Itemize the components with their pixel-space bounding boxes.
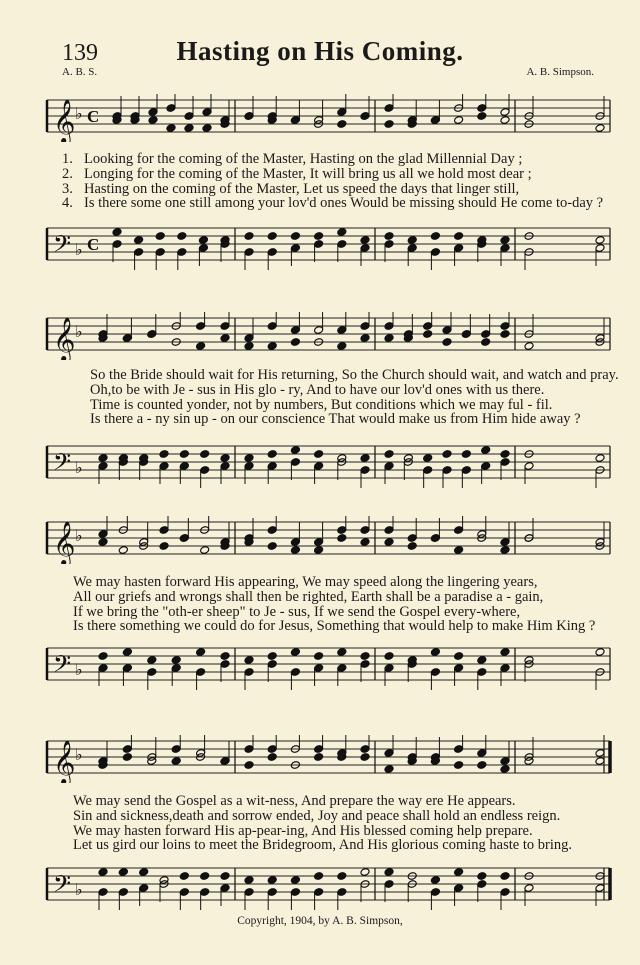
note-head: [244, 761, 254, 770]
note-head: [171, 757, 181, 766]
note-head: [166, 124, 176, 133]
flat-icon: ♭: [75, 458, 83, 477]
note-head: [155, 232, 165, 241]
note-head: [481, 446, 491, 455]
note-head: [442, 338, 452, 347]
copyright-notice: Copyright, 1904, by A. B. Simpson,: [237, 915, 403, 927]
note-head: [423, 330, 433, 339]
note-head: [500, 450, 510, 459]
note-head: [360, 753, 370, 762]
note-head: [430, 232, 440, 241]
lyric-line: We may hasten forward His ap-pear-ing, And His blessed coming help prepare.: [73, 822, 533, 839]
bass-staff-4: [45, 862, 612, 910]
note-head: [454, 761, 464, 770]
note-head: [196, 648, 206, 657]
treble-staff-3: [45, 516, 612, 564]
time-signature: C: [87, 107, 100, 126]
note-head: [196, 342, 206, 351]
note-head: [98, 868, 108, 877]
note-head: [290, 338, 300, 347]
note-head: [500, 765, 510, 774]
note-head: [179, 450, 189, 459]
bass-staff-1: [45, 222, 612, 270]
note-head: [481, 338, 491, 347]
note-head: [337, 534, 347, 543]
note-head: [200, 450, 210, 459]
note-head: [442, 450, 452, 459]
note-head: [360, 334, 370, 343]
note-head: [148, 116, 158, 125]
note-head: [98, 652, 108, 661]
note-head: [454, 546, 464, 555]
note-head: [500, 546, 510, 555]
note-head: [290, 546, 300, 555]
flat-icon: ♭: [75, 322, 83, 341]
lyric-line: If we bring the "oth-er sheep" to Je - sus, If we send the Gospel every-where,: [73, 603, 521, 620]
note-head: [454, 652, 464, 661]
note-head: [360, 538, 370, 547]
note-head: [267, 876, 277, 885]
note-head: [159, 542, 169, 551]
note-head: [267, 542, 277, 551]
note-head: [220, 454, 230, 463]
lyric-line: Time is counted yonder, not by numbers, But conditions which we may ful - fil.: [90, 396, 553, 413]
note-head: [595, 648, 605, 657]
verse-block-1: [62, 152, 622, 211]
note-head: [267, 753, 277, 762]
lyric-line: Sin and sickness,death and sorrow ended, Joy and peace shall hold an endless reign.: [73, 807, 561, 824]
note-head: [430, 648, 440, 657]
bass-clef-icon: 𝄢: [53, 870, 72, 903]
note-head: [200, 546, 210, 555]
note-head: [314, 872, 324, 881]
treble-staff-2: [45, 312, 612, 360]
note-head: [595, 236, 605, 245]
note-head: [314, 450, 324, 459]
treble-staff-4: [45, 735, 612, 783]
hymn-number: 139: [62, 40, 98, 66]
note-head: [461, 450, 471, 459]
lyric-line: All our griefs and wrongs shall then be righted, Earth shall be a paradise a - gain,: [73, 588, 544, 605]
music-author: A. B. Simpson.: [526, 66, 594, 78]
flat-icon: ♭: [75, 526, 83, 545]
note-head: [314, 232, 324, 241]
note-head: [220, 872, 230, 881]
treble-clef-icon: 𝄞: [53, 317, 76, 360]
flat-icon: ♭: [75, 745, 83, 764]
note-head: [384, 652, 394, 661]
note-head: [477, 761, 487, 770]
note-head: [337, 648, 347, 657]
time-signature: C: [87, 235, 100, 254]
note-head: [122, 753, 132, 762]
note-head: [337, 872, 347, 881]
note-head: [244, 656, 254, 665]
note-head: [595, 454, 605, 463]
note-head: [384, 765, 394, 774]
note-head: [384, 232, 394, 241]
note-head: [267, 342, 277, 351]
lyric-line: Let us gird our loins to meet the Bridegroom, And His glorious coming haste to bring.: [73, 837, 572, 854]
note-head: [112, 228, 122, 237]
note-head: [171, 656, 181, 665]
bass-staff-2: [45, 440, 612, 488]
lyric-line: 2. Longing for the coming of the Master, It will bring us all we hold most dear ;: [62, 165, 532, 182]
note-head: [177, 232, 187, 241]
note-head: [337, 342, 347, 351]
treble-clef-icon: 𝄞: [53, 521, 76, 564]
note-head: [159, 450, 169, 459]
lyric-line: We may send the Gospel as a wit-ness, And prepare the way ere He appears.: [73, 793, 516, 809]
note-head: [98, 538, 108, 547]
note-head: [267, 450, 277, 459]
bass-clef-icon: 𝄢: [53, 230, 72, 263]
note-head: [454, 232, 464, 241]
note-head: [524, 342, 534, 351]
note-head: [98, 454, 108, 463]
note-head: [244, 342, 254, 351]
note-head: [118, 546, 128, 555]
note-head: [267, 232, 277, 241]
note-head: [384, 868, 394, 877]
note-head: [179, 872, 189, 881]
note-head: [290, 446, 300, 455]
bass-staff-3: [45, 642, 612, 690]
flat-icon: ♭: [75, 880, 83, 899]
lyric-line: Oh,to be with Je - sus in His glo - ry, And to have our lov'd ones with us there.: [90, 381, 545, 398]
note-head: [244, 232, 254, 241]
note-head: [360, 652, 370, 661]
note-head: [407, 542, 417, 551]
note-head: [500, 648, 510, 657]
note-head: [384, 120, 394, 129]
note-head: [290, 648, 300, 657]
verse-block-3: [73, 575, 633, 634]
flat-icon: ♭: [75, 104, 83, 123]
note-head: [147, 656, 157, 665]
note-head: [500, 872, 510, 881]
note-head: [384, 334, 394, 343]
note-head: [360, 868, 370, 877]
note-head: [500, 116, 510, 125]
note-head: [337, 228, 347, 237]
note-head: [200, 872, 210, 881]
lyric-line: Is there a - ny sin up - on our conscience That would make us from Him hide away ?: [90, 411, 581, 428]
note-head: [134, 236, 144, 245]
note-head: [314, 546, 324, 555]
note-head: [198, 236, 208, 245]
note-head: [500, 236, 510, 245]
lyric-line: 1. Looking for the coming of the Master, Hasting on the glad Millennial Day ;: [62, 151, 523, 167]
lyric-line: 3. Hasting on the coming of the Master, Let us speed the days that linger still,: [62, 180, 520, 197]
note-head: [220, 334, 230, 343]
note-head: [267, 652, 277, 661]
note-head: [244, 876, 254, 885]
note-head: [477, 656, 487, 665]
note-head: [122, 648, 132, 657]
note-head: [500, 330, 510, 339]
treble-clef-icon: 𝄞: [53, 740, 76, 783]
lyric-line: 4. Is there some one still among your lov'd ones Would be missing should He come to-day ?: [62, 195, 604, 212]
note-head: [477, 112, 487, 121]
lyric-line: So the Bride should wait for His returning, So the Church should wait, and watch and pray.: [90, 367, 619, 383]
note-head: [360, 454, 370, 463]
note-head: [337, 120, 347, 129]
note-head: [384, 538, 394, 547]
note-head: [244, 454, 254, 463]
lyric-line: We may hasten forward His appearing, We may speed along the lingering years,: [73, 574, 538, 590]
verse-block-2: [90, 368, 640, 427]
note-head: [314, 753, 324, 762]
bass-clef-icon: 𝄢: [53, 448, 72, 481]
note-head: [477, 872, 487, 881]
note-head: [454, 868, 464, 877]
note-head: [290, 232, 300, 241]
verse-block-4: [73, 794, 633, 853]
note-head: [290, 876, 300, 885]
flat-icon: ♭: [75, 240, 83, 259]
note-head: [384, 450, 394, 459]
note-head: [220, 652, 230, 661]
note-head: [423, 454, 433, 463]
note-head: [407, 236, 417, 245]
lyric-line: Is there something we could do for Jesus, Something that would help to make Him King ?: [73, 618, 596, 635]
note-head: [184, 124, 194, 133]
words-author: A. B. S.: [62, 66, 98, 78]
bass-clef-icon: 𝄢: [53, 650, 72, 683]
note-head: [202, 124, 212, 133]
note-head: [360, 236, 370, 245]
note-head: [118, 868, 128, 877]
note-head: [430, 876, 440, 885]
hymn-title: Hasting on His Coming.: [176, 36, 464, 66]
treble-staff-1: [45, 94, 612, 142]
note-head: [139, 868, 149, 877]
note-head: [314, 652, 324, 661]
note-head: [454, 116, 464, 125]
treble-clef-icon: 𝄞: [53, 99, 76, 142]
note-head: [595, 124, 605, 133]
flat-icon: ♭: [75, 660, 83, 679]
